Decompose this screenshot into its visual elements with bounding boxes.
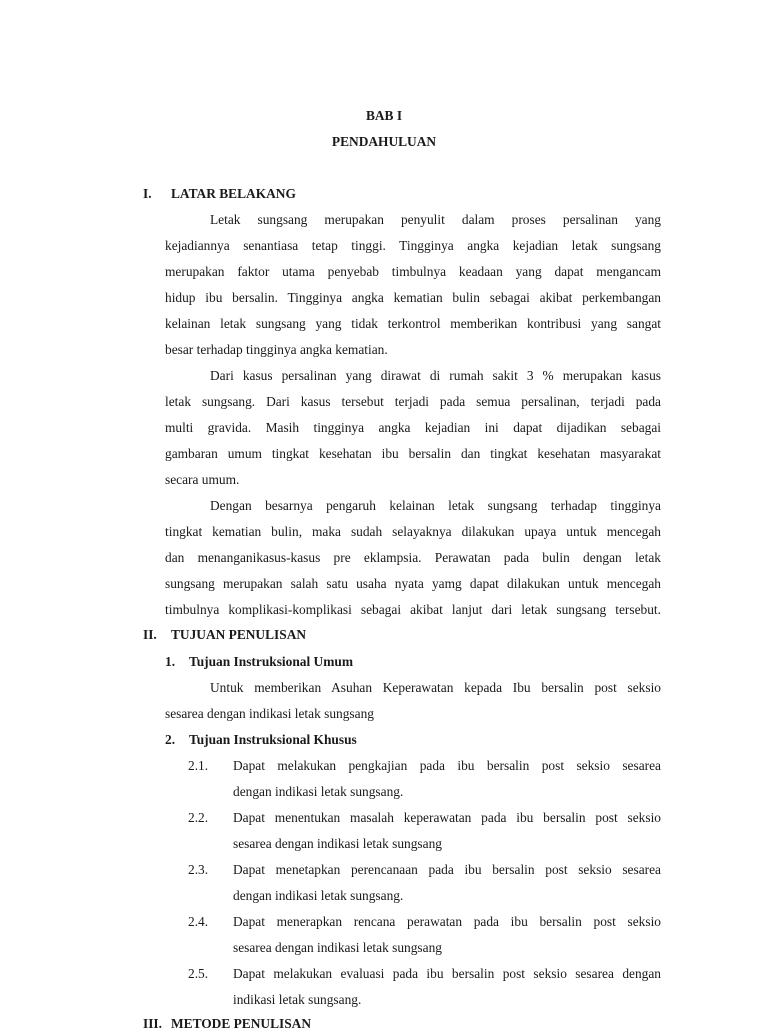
list-item-text: Dapat menerapkan rencana perawatan pada ibu bersalin post seksio	[233, 914, 661, 929]
paragraph-line: timbulnya komplikasi-komplikasi sebagai akibat lanjut dari letak sungsang tersebut.	[165, 602, 661, 617]
list-item-text: Dapat menetapkan perencanaan pada ibu bersalin post seksio sesarea	[233, 862, 661, 877]
list-item-number: 2.3.	[188, 862, 209, 877]
subsection-number: 1.	[165, 654, 176, 669]
paragraph-line: gambaran umum tingkat kesehatan ibu bersalin dan tingkat kesehatan masyarakat	[165, 446, 661, 461]
list-item-text: dengan indikasi letak sungsang.	[233, 784, 404, 799]
list-item-number: 2.5.	[188, 966, 209, 981]
list-item-text: dengan indikasi letak sungsang.	[233, 888, 404, 903]
paragraph-line: dan menanganikasus-kasus pre eklampsia. Perawatan pada bulin dengan letak	[165, 550, 661, 565]
paragraph-line: Letak sungsang merupakan penyulit dalam proses persalinan yang	[210, 212, 661, 227]
subsection-number: 2.	[165, 732, 176, 747]
list-item-number: 2.4.	[188, 914, 209, 929]
list-item-number: 2.2.	[188, 810, 209, 825]
paragraph-line: kejadiannya senantiasa tetap tinggi. Tingginya angka kejadian letak sungsang	[165, 238, 661, 253]
section-number: II.	[143, 627, 157, 642]
paragraph-line: letak sungsang. Dari kasus tersebut terjadi pada semua persalinan, terjadi pada	[165, 394, 661, 409]
paragraph-line: hidup ibu bersalin. Tingginya angka kematian bulin sebagai akibat perkembangan	[165, 290, 661, 305]
section-number: III.	[143, 1016, 162, 1031]
paragraph-line: multi gravida. Masih tingginya angka kejadian ini dapat dijadikan sebagai	[165, 420, 661, 435]
paragraph-line: Dari kasus persalinan yang dirawat di rumah sakit 3 % merupakan kasus	[210, 368, 661, 383]
paragraph-line: merupakan faktor utama penyebab timbulnya keadaan yang dapat mengancam	[165, 264, 661, 279]
list-item-text: sesarea dengan indikasi letak sungsang	[233, 940, 442, 955]
section-number: I.	[143, 186, 152, 201]
section-title: METODE PENULISAN	[171, 1016, 312, 1031]
paragraph-line: tingkat kematian bulin, maka sudah selayaknya dilakukan upaya untuk mencegah	[165, 524, 661, 539]
list-item-text: indikasi letak sungsang.	[233, 992, 362, 1007]
subsection-title: Tujuan Instruksional Umum	[189, 654, 353, 669]
paragraph-line: sesarea dengan indikasi letak sungsang	[165, 706, 374, 721]
chapter-number: BAB I	[365, 108, 403, 123]
list-item-text: Dapat menentukan masalah keperawatan pada ibu bersalin post seksio	[233, 810, 661, 825]
section-title: TUJUAN PENULISAN	[171, 627, 307, 642]
list-item-text: Dapat melakukan pengkajian pada ibu bersalin post seksio sesarea	[233, 758, 661, 773]
subsection-title: Tujuan Instruksional Khusus	[189, 732, 357, 747]
paragraph-line: sungsang merupakan salah satu usaha nyata yamg dapat dilakukan untuk mencegah	[165, 576, 661, 591]
paragraph-line: Untuk memberikan Asuhan Keperawatan kepada Ibu bersalin post seksio	[210, 680, 661, 695]
paragraph-line: Dengan besarnya pengaruh kelainan letak sungsang terhadap tingginya	[210, 498, 661, 513]
section-title: LATAR BELAKANG	[171, 186, 296, 201]
paragraph-line: kelainan letak sungsang yang tidak terkontrol memberikan kontribusi yang sangat	[165, 316, 661, 331]
paragraph-line: secara umum.	[165, 472, 240, 487]
list-item-text: Dapat melakukan evaluasi pada ibu bersalin post seksio sesarea dengan	[233, 966, 661, 981]
list-item-number: 2.1.	[188, 758, 209, 773]
paragraph-line: besar terhadap tingginya angka kematian.	[165, 342, 388, 357]
list-item-text: sesarea dengan indikasi letak sungsang	[233, 836, 442, 851]
chapter-title: PENDAHULUAN	[331, 134, 437, 149]
